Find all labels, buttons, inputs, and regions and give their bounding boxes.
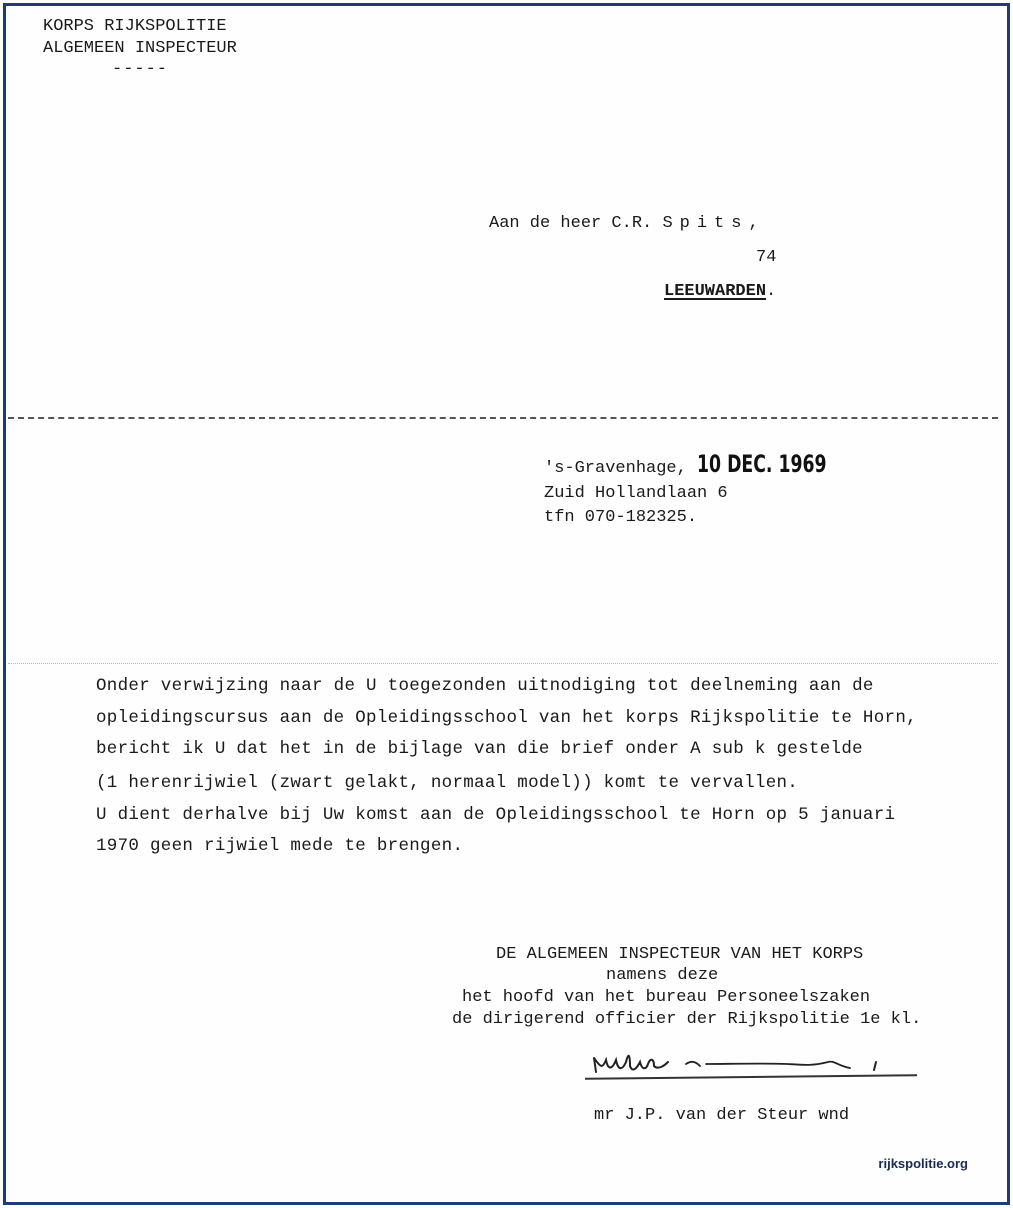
recipient-line	[489, 214, 759, 234]
recipient-salutation: Aan de heer C.R.	[489, 214, 653, 233]
recipient-city: LEEUWARDEN	[664, 282, 767, 301]
sender-place: 's-Gravenhage,	[544, 459, 687, 478]
recipient-name: Spits	[662, 214, 749, 233]
body-line-3: bericht ik U dat het in de bijlage van die brief onder A sub k gestelde	[96, 739, 863, 759]
body-line-6: 1970 geen rijwiel mede te brengen.	[96, 836, 464, 856]
recipient-city-line	[664, 282, 776, 302]
letterhead-line-1: KORPS RIJKSPOLITIE	[43, 17, 227, 36]
closing-line-1: DE ALGEMEEN INSPECTEUR VAN HET KORPS	[496, 945, 864, 964]
closing-line-4: de dirigerend officier der Rijkspolitie 1e kl.	[452, 1010, 922, 1029]
recipient-name-suffix: ,	[748, 214, 759, 233]
letterhead-rule: -----	[112, 60, 169, 79]
signatory-name: mr J.P. van der Steur wnd	[594, 1106, 850, 1125]
sender-street: Zuid Hollandlaan 6	[544, 484, 728, 503]
fold-dashed-line	[8, 417, 998, 419]
date-stamp: 10 DEC. 1969	[697, 450, 827, 478]
sender-phone: tfn 070-182325.	[544, 508, 698, 527]
body-line-4: (1 herenrijwiel (zwart gelakt, normaal model)) komt te vervallen.	[96, 773, 799, 793]
closing-line-3: het hoofd van het bureau Personeelszaken	[462, 988, 871, 1007]
site-watermark: rijkspolitie.org	[878, 1156, 968, 1171]
sender-place-date-line	[544, 450, 877, 479]
body-line-5: U dient derhalve bij Uw komst aan de Opleidingsschool te Horn op 5 januari	[96, 805, 896, 825]
letterhead-line-2: ALGEMEEN INSPECTEUR	[43, 39, 237, 58]
fold-faint-line	[8, 663, 998, 664]
closing-line-2: namens deze	[606, 966, 719, 985]
body-line-2: opleidingscursus aan de Opleidingsschool van het korps Rijkspolitie te Horn,	[96, 708, 917, 728]
handwritten-signature	[588, 1044, 898, 1076]
body-line-1: Onder verwijzing naar de U toegezonden uitnodiging tot deelneming aan de	[96, 676, 874, 696]
recipient-house-number: 74	[756, 248, 777, 267]
recipient-city-suffix: .	[766, 282, 777, 301]
